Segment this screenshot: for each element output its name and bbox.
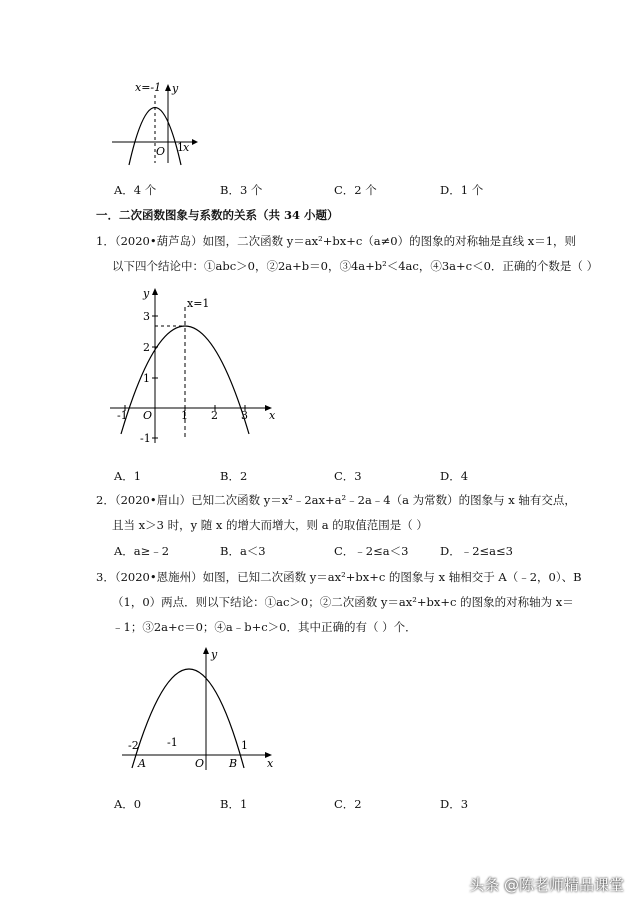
x-one-label: 1 <box>177 141 184 154</box>
q2-text-line1: 2．（2020•眉山）已知二次函数 y＝x²﹣2ax+a²﹣2a﹣4（a 为常数）的图象与 x 轴有交点， <box>96 493 576 507</box>
q1-parabola-graph <box>105 285 285 460</box>
section-title: 一．二次函数图象与系数的关系（共 34 小题） <box>96 208 339 222</box>
option-c[interactable]: C．2 <box>334 797 362 811</box>
y-axis-arrow <box>203 647 209 654</box>
point-b-label: B <box>229 757 238 770</box>
q3-text-line2: （1，0）两点．则以下结论：①ac＞0；②二次函数 y＝ax²+bx+c 的图象的对称轴为 x＝ <box>112 595 574 609</box>
option-d[interactable]: D．﹣2≤a≤3 <box>440 544 513 558</box>
neg-two-label: -2 <box>128 739 139 752</box>
y-axis-label: y <box>143 287 150 300</box>
q3-text-line1: 3．（2020•恩施州）如图，已知二次函数 y＝ax²+bx+c 的图象与 x 轴相交于 A（﹣2，0）、B <box>96 570 582 584</box>
watermark: 头条 @陈老师精品课堂 <box>469 876 624 894</box>
q1-text-line2: 以下四个结论中：①abc＞0，②2a+b＝0，③4a+b²＜4ac，④3a+c＜0．正确的个数是（ ） <box>112 259 599 273</box>
x-axis-label: x <box>183 141 190 154</box>
option-c[interactable]: C．3 <box>334 469 362 483</box>
option-b[interactable]: B．1 <box>220 797 248 811</box>
point-a-label: A <box>138 757 146 770</box>
y-tick-1: 1 <box>143 372 150 385</box>
top-parabola-graph <box>110 75 200 170</box>
option-b[interactable]: B．a＜3 <box>220 544 266 558</box>
option-c[interactable]: C．2 个 <box>334 183 377 197</box>
option-a[interactable]: A．0 <box>114 797 142 811</box>
option-d[interactable]: D．3 <box>440 797 469 811</box>
origin-label: O <box>195 757 205 770</box>
option-b[interactable]: B．2 <box>220 469 248 483</box>
x-tick-neg1: -1 <box>117 409 128 422</box>
y-tick-neg1: -1 <box>140 432 151 445</box>
y-axis-label: y <box>172 82 179 95</box>
option-d[interactable]: D．1 个 <box>440 183 484 197</box>
q3-text-line3: ﹣1；③2a+c＝0；④a﹣b+c＞0．其中正确的有（ ）个． <box>112 620 417 634</box>
option-a[interactable]: A．a≥﹣2 <box>114 544 170 558</box>
neg-one-label: -1 <box>167 736 178 749</box>
option-a[interactable]: A．4 个 <box>114 183 157 197</box>
x-tick-2: 2 <box>211 409 218 422</box>
parabola-curve <box>132 669 244 768</box>
option-d[interactable]: D．4 <box>440 469 469 483</box>
y-tick-2: 2 <box>143 341 150 354</box>
q2-text-line2: 且当 x＞3 时，y 随 x 的增大而增大，则 a 的取值范围是（ ） <box>112 518 428 532</box>
q3-parabola-graph <box>120 640 280 775</box>
x-axis-label: x <box>267 757 274 770</box>
x-axis-label: x <box>269 409 276 422</box>
one-label: 1 <box>241 739 248 752</box>
origin-label: O <box>143 409 153 422</box>
y-axis-label: y <box>211 648 218 661</box>
option-a[interactable]: A．1 <box>114 469 142 483</box>
x-tick-3: 3 <box>241 409 248 422</box>
y-tick-3: 3 <box>143 310 150 323</box>
option-b[interactable]: B．3 个 <box>220 183 263 197</box>
axis-of-symmetry-label: x=-1 <box>135 81 162 94</box>
x-axis-arrow <box>192 139 198 145</box>
x-tick-1: 1 <box>181 409 188 422</box>
q1-text-line1: 1．（2020•葫芦岛）如图，二次函数 y＝ax²+bx+c（a≠0）的图象的对称轴是直线 x＝1，则 <box>96 234 577 248</box>
y-axis-arrow <box>152 288 158 295</box>
y-axis-arrow <box>165 84 171 91</box>
origin-label: O <box>156 145 166 158</box>
option-c[interactable]: C．﹣2≤a＜3 <box>334 544 409 558</box>
symmetry-label: x=1 <box>187 297 210 310</box>
